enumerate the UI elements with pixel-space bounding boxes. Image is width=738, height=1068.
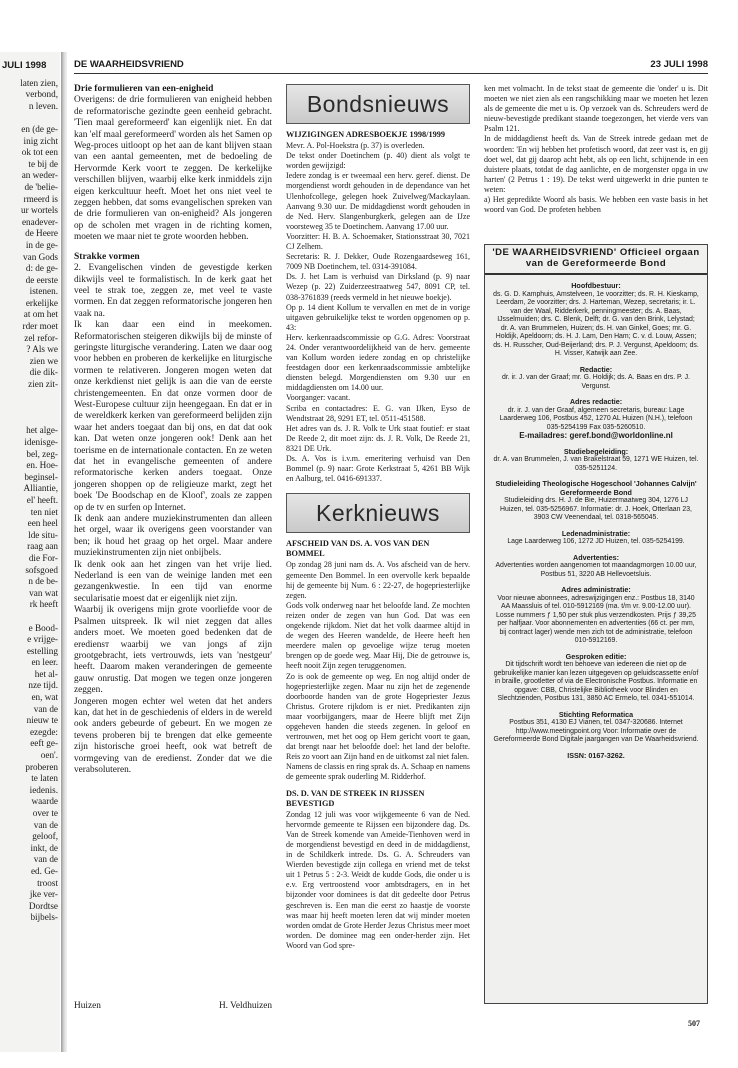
running-head — [74, 59, 708, 74]
colophon-text: Postbus 351, 4130 EJ Vianen, tel. 0347-320686. Internet http://www.meetingpoint.org Voor: Informatie over de Gereformeerde Bond Digitale jaargangen van De Waarheidsvriend. — [493, 719, 699, 743]
previous-page-line: nieuw te — [26, 715, 58, 726]
previous-page-line: inig zicht — [23, 135, 58, 146]
colophon-text: dr. ir. J. van der Graaf; mr. G. Holdijk; ds. A. Baas en drs. P. J. Vergunst. — [502, 374, 690, 390]
previous-page-header: JULI 1998 — [2, 60, 47, 71]
previous-page-line: ten niet — [30, 506, 58, 517]
previous-page-line — [0, 391, 60, 403]
section-heading: Strakke vormen — [74, 251, 140, 262]
colophon-text: Lage Laarderweg 106, 1272 JD Huizen, tel. 035-5254199. — [507, 538, 685, 545]
previous-page-line: e Bood- — [28, 622, 58, 633]
previous-page-line: een heel — [27, 518, 58, 529]
colophon-text: dr. A. van Brummelen, J. van Brakelstraat 59, 1271 WE Huizen, tel. 035-5251124. — [493, 456, 699, 472]
previous-page-line: in de ge- — [25, 239, 58, 250]
previous-page-line: de 'belie- — [24, 181, 58, 192]
colophon-heading: Studiebegeleiding: — [563, 446, 629, 456]
signature-author: H. Veldhuizen — [218, 1001, 272, 1011]
previous-page-line: zel refor- — [24, 332, 58, 343]
bondsnieuws-banner: Bondsnieuws — [286, 84, 470, 124]
paragraph: Ds. A. Vos is i.v.m. emeritering verhuisd van Den Bommel (p. 9) naar: Grote Kerkstraat 5, 4261 BB Wijk en Aalburg, tel. 0416-691337. — [286, 454, 470, 484]
previous-page-line: zien we — [29, 355, 58, 366]
previous-page-edge — [0, 52, 60, 1052]
colophon-heading: Adres administratie: — [561, 585, 631, 594]
paragraph: Zo is ook de gemeente op weg. En nog altijd onder de hogepriesterlijke zegen. Maar nu zijn het de zegenende doorboorde handen van de grote Hogepriester Jezus Christus. Grotere rijkdom is er niet. Predikanten zijn maar voorbijgangers, maar de Heere blijft met Zijn opgeheven handen die steeds zegenen. In geloof en vertrouwen, met het oog op Hem gericht voort te gaan, dat brengt naar het beloofde doel: het land der belofte. Reis zo voort aan Zijn hand en de uitkomst zal niet falen. — [286, 671, 470, 762]
issue-date: 23 JULI 1998 — [650, 59, 708, 70]
previous-page-line: estelling — [26, 645, 58, 656]
issn-number: ISSN: 0167-3262. — [567, 750, 625, 760]
paragraph: Het adres van ds. J. R. Volk te Urk staat foutief: er staat De Reede 2, dit moet zijn: ds. J. R. Volk, De Reede 21, 8321 DE Urk. — [286, 423, 470, 453]
previous-page-line: van de — [33, 854, 58, 865]
paragraph: Op p. 14 dient Kollum te vervallen en met de in vorige uitgaven gebruikelijke tekst te worden opgenomen op p. 43: — [286, 302, 470, 332]
paragraph: ken met volmacht. In de tekst staat de gemeente die 'onder' u is. Dit moeten we niet zien als een rangschikking maar we moeten het lezen als de gemeente die met u is. Op verzoek van ds. Schreuders werd de nieuw-bevestigde predikant staande toegezongen, het vierde vers van Psalm 121. — [484, 84, 708, 134]
paragraph: Jongeren mogen echter wel weten dat het anders kan, dat het in de geschiedenis of elders in de wereld ook anders gebeurde of gebeurt. En we mogen ze tevens proberen bij te brengen dat elke gemeente zijn historische groei heeft, ook wat betreft de vormgeving van de eredienst. Zonder dat we die verabsoluteren. — [74, 696, 272, 775]
previous-page-line: enadever- — [21, 216, 58, 227]
previous-page-line: laten zien, — [20, 77, 58, 88]
previous-page-line: de eerste — [25, 274, 58, 285]
previous-page-line: n de be- — [28, 576, 58, 587]
colophon-heading: Advertenties: — [573, 552, 619, 562]
paragraph: Secretaris: R. J. Dekker, Oude Rozengaardseweg 161, 7009 NB Doetinchem, tel. 0314-391084. — [286, 252, 470, 272]
news-column — [286, 84, 470, 951]
paragraph: Voorzitter: H. B. A. Schoemaker, Stationsstraat 30, 7021 CJ Zelhem. — [286, 231, 470, 252]
previous-page-line: en. Hoe- — [26, 460, 58, 471]
colophon-box — [484, 244, 708, 1004]
previous-page-line: geloof, — [32, 831, 58, 842]
previous-page-line: ed. Ge- — [30, 865, 58, 876]
page-number: 507 — [688, 1019, 700, 1028]
previous-page-line: rder moet — [22, 321, 58, 332]
paragraph: Op zondag 28 juni nam ds. A. Vos afscheid van de herv. gemeente Den Bommel. In een overvolle kerk bepaalde hij de gemeente bij Num. 6 : 22-27, de hogepriesterlijke zegen. — [286, 560, 470, 600]
colophon-heading: Ledenadministratie: — [561, 528, 631, 538]
previous-page-line: verbond, — [25, 89, 58, 100]
news-heading: AFSCHEID VAN DS. A. VOS VAN DEN BOMMEL — [286, 539, 430, 559]
previous-page-line: rmeerd is — [23, 193, 58, 204]
previous-page-line: waarde — [31, 796, 58, 807]
paragraph: Waarbij ik overigens mijn grote voorliefde voor de Psalmen uitspreek. Ik wil niet zeggen dat alles anders moet. We moeten goed bedenken dat de erediensт waarbij we van jongs af zijn grootgebracht, iets vertrouwds, iets van 'nestgeur' heeft. Daarom maken veranderingen de gemeente gauw onrustig. Dat mogen we tegen onze jongeren zeggen. — [74, 605, 272, 696]
paragraph: Ik denk aan andere muziekinstrumenten dan alleen het orgel, waar ik overigens geen voorstander van ben; ik houd het graag op het orgel. Maar andere muziekinstrumenten zijn niet onbijbels. — [74, 514, 272, 559]
paragraph: Ik kan daar een eind in meekomen. Reformatorischen steigeren dikwijls bij de minste of geringste liturgische verandering. Laten we daar oog voor hebben en proberen de kerkelijke en liturgische vormen te relativeren. Jongeren mogen weten dat onze kerkdienst niet gelijk is aan die van de eerste christengemeenten. En dat onze vormen door de West-Europese cultuur zijn heengegaan. En dat er in de wereldkerk kerken van gereformeerd belijden zijn waar het anders toegaat dan bij ons, en dat dat ook kan. Dat weten onze jongeren ook! Denk aan het toerisme en de internationale contacten. En ze weten dat het in evangelische gemeenten of andere reformatorische kerken anders toegaat. Onze jongeren shoppen op de religieuze markt, zegt het boek 'De Boodschap en de Kloof', zoals ze zappen op de tv en surfen op Internet. — [74, 320, 272, 513]
paragraph: In de middagdienst heeft ds. Van de Streek intrede gedaan met de woorden: 'En wij hebben het profetisch woord, dat zeer vast is, en gij doet wel, dat gij daarop acht hebt, als op een licht, schijnende in een duistere plaats, totdat de dag aanlichte, en de morgenster opga in uw harten' (2 Petrus 1 : 19). De tekst werd uitgewerkt in drie punten te weten: — [484, 134, 708, 194]
previous-page-line: istenen. — [29, 286, 58, 297]
previous-page-line: en (de ge- — [21, 123, 58, 134]
previous-page-line — [0, 611, 60, 623]
previous-page-line: el' heeft. — [26, 494, 58, 505]
previous-page-line: iedenis. — [29, 784, 58, 795]
previous-page-line: idenisge- — [24, 437, 58, 447]
previous-page-line: ok tot een — [21, 147, 58, 158]
paragraph: Voorganger: vacant. — [286, 393, 351, 403]
publication-name: DE WAARHEIDSVRIEND — [74, 59, 184, 70]
previous-page-line: over te — [32, 808, 58, 818]
previous-page-line: jke ver- — [29, 889, 58, 900]
paragraph: Iedere zondag is er tweemaal een herv. geref. dienst. De morgendienst wordt gehouden in de dependance van het Ulenhofcollege, gelegen hoek Zuivelweg/Mackaylaan. Aanvang 9.30 uur. De middagdienst wordt gehouden in de Ned. Herv. Slangenburgkerk, gelegen aan de IJze voorsteweg 35 te Doetinchem. Aanvang 17.00 uur. — [286, 171, 470, 231]
paragraph: Gods volk onderweg naar het beloofde land. Ze mochten reizen onder de zegen van hun God. Dat was een ongekende rijkdom. Niet dat het volk daarmee altijd in de wegen des Heeren wandelde, de Heere heeft hen meerdere malen op gevoelige wijze terug moeten brengen op de goede weg. Maar Hij, Die de getrouwe is, heeft nooit Zijn zegen teruggenomen. — [286, 600, 470, 671]
colophon-heading: Adres redactie: — [569, 397, 623, 406]
previous-page-line: Alliantie, — [23, 483, 58, 494]
previous-page-line: rk heeft — [29, 599, 58, 610]
previous-page-line: en, wat — [31, 692, 58, 703]
colophon-text: Dit tijdschrift wordt ten behoeve van iedereen die niet op de gebruikelijke manier kan lezen uitgegeven op geluidscassette en/of in braille, grootletter of via de Electronische Postbus. Informatie en opgave: CBB, Christelijke Bibliotheek voor Blinden en Slechtzienden, Postbus 131, 3850 AC Ermelo, tel. 0341-551014. — [493, 661, 699, 702]
previous-page-line: bel, zeg- — [26, 448, 58, 459]
colophon-heading: Gesproken editie: — [565, 651, 627, 661]
previous-page-line: Dordtse — [28, 900, 58, 911]
previous-page-line: de Heere — [25, 228, 58, 239]
previous-page-line: d: de ge- — [25, 263, 58, 274]
previous-page-line: ur wortels — [21, 205, 58, 216]
previous-page-line — [0, 414, 60, 426]
previous-page-line: troost — [37, 877, 58, 888]
previous-page-line: oen'. — [40, 750, 58, 761]
previous-page-line: die For- — [28, 552, 58, 563]
paragraph: 2. Evangelischen vinden de gevestigde kerken dikwijls veel te formalistisch. In de kerk gaat het veel te strak toe, zeggen ze, met veel te vaste vormen. En dat zeggen reformatorische jongeren hen vaak na. — [74, 263, 272, 319]
colophon-title: 'DE WAARHEIDSVRIEND' Officieel orgaan van de Gereformeerde Bond — [485, 245, 707, 275]
paragraph: Zondag 12 juli was voor wijkgemeente 6 van de Ned. hervormde gemeente te Rijssen een bijzondere dag. Ds. Van de Streek komende van Ameide-Tienhoven werd in de morgendienst bevestigd en deed in de middagdienst, in de Schildkerk intrede. Ds. G. A. Schreuders van Wierden bevestigde zijn collega en vriend met de tekst uit 1 Petrus 5 : 2-3. Weidt de kudde Gods, die onder u is e.v. Erg vertroostend voor ambtsdragers, en in het bijzonder voor dominees is dat dit gedeelte door Petrus geschreven is. Een man die eerst zo haastje de voorste was maar hij heeft moeten leren dat wij minder moeten worden omdat de Grote Herder Jezus Christus meer moet worden. De dominee mag een onder-herder zijn. Het Woord van God spre- — [286, 809, 470, 950]
paragraph: Mevr. A. Pol-Hoekstra (p. 37) is overleden. — [286, 141, 425, 151]
previous-page-line: zien zit- — [28, 379, 58, 390]
previous-page-line: lde situ- — [28, 529, 58, 540]
previous-page-line: bijbels- — [30, 912, 58, 923]
previous-page-line: van Gods — [23, 251, 58, 262]
previous-page-line: die dik- — [29, 367, 58, 378]
news-heading: DS. D. VAN DE STREEK IN RIJSSEN BEVESTIGD — [286, 788, 425, 808]
previous-page-line: te bij de — [28, 158, 58, 169]
colophon-heading: Stichting Reformatica — [558, 709, 634, 719]
previous-page-line: proberen — [25, 761, 58, 772]
previous-page-line: raag aan — [27, 541, 58, 552]
paragraph: Ds. J. het Lam is verhuisd van Dirksland (p. 9) naar Wezep (p. 22) Zuiderzeestraatweg 547, 8091 CP, tel. 038-3761839 (reeds vermeld in het nieuwe boekje). — [286, 272, 470, 302]
paragraph: Overigens: de drie formulieren van enigheid hebben de reformatorische gezindte geen eenheid gebracht. 'Tien maal gereformeerd' kan eigenlijk niet. En dat kan 'elf maal gereformeerd' worden als het Samen op Weg-proces uitloopt op het aan de kant blijven staan van een aantal gemeenten, met de bedoeling de Hervormde Kerk voort te zeggen. De kerkelijke verschillen blijven, waarbij elke kerk inmiddels zijn eigen kerkcultuur heeft. Moet het ons niet veel te zeggen hebben, dat soms evangelischen spreken van de drie formulieren van on-enigheid? Als jongeren op de scholen met vragen in de richting komen, moeten we maar niet te grote woorden hebben. — [74, 95, 272, 243]
previous-page-line: erkelijke — [25, 297, 58, 308]
continued-column — [484, 84, 708, 215]
previous-page-line: nze tijd. — [28, 680, 58, 691]
signature-place: Huizen — [74, 1001, 101, 1011]
section-heading: Drie formulieren van een-enigheid — [74, 84, 214, 94]
previous-page-line: van de — [33, 703, 58, 714]
previous-page-line: an weder- — [21, 170, 58, 181]
previous-page-line: van de — [33, 819, 58, 830]
colophon-text: Advertenties worden aangenomen tot maandagmorgen 10.00 uur, Postbus 51, 3220 AB Hellevoetsluis. — [495, 562, 697, 578]
previous-page-line: het alge- — [26, 425, 58, 436]
paragraph: Ik denk ook aan het zingen van het vrije lied. Nederland is een van de weinige landen met een gezangenkwestie. In een tijd van enorme secularisatie moest dat er eigenlijk niet zijn. — [74, 559, 272, 604]
previous-page-line: te laten — [31, 773, 58, 784]
kerknieuws-banner: Kerknieuws — [286, 493, 470, 533]
colophon-text: dr. ir. J. van der Graaf, algemeen secretaris, bureau: Lage Laarderweg 106, Postbus 452, 1270 AL Huizen (N.H.), telefoon 035-5254199 Fax 035-5260510. — [499, 406, 693, 431]
paragraph: a) Het gepredikte Woord als basis. We hebben een vaste basis in het woord van God. De profeten hebben — [484, 195, 708, 215]
news-heading: WIJZIGINGEN ADRESBOEKJE 1998/1999 — [286, 130, 446, 139]
colophon-heading: Studieleiding Theologische Hogeschool 'Johannes Calvijn' Gereformeerde Bond — [495, 479, 697, 497]
article-column — [74, 84, 272, 776]
colophon-heading: Redactie: — [579, 364, 613, 374]
paragraph: Scriba en contactadres: E. G. van IJken, Eyso de Wendtstraat 28, 9291 ET, tel. 0511-451588. — [286, 403, 470, 423]
previous-page-line: beginsel- — [24, 471, 58, 482]
previous-page-line: ezegde: — [29, 726, 58, 737]
previous-page-line — [0, 402, 60, 414]
previous-page-line: het al- — [34, 668, 58, 679]
paragraph: Namens de classis en ring sprak ds. A. Schaap en namens de gemeente sprak ouderling M. Ridderhof. — [286, 762, 470, 782]
page-gutter — [61, 52, 67, 1052]
colophon-text: Voor nieuwe abonnees, adreswijzigingen enz.: Postbus 18, 3140 AA Maassluis of tel. 010-5912169 (ma. t/m vr. 9.00-12.00 uur). Losse nummers ƒ 1,50 per stuk plus verzendkosten. Prijs ƒ 39,25 per halfjaar. Voor abonnementen en advertenties (66 ct. per mm, bij contract lager) wende men zich tot de administratie, telefoon 010-5912169. — [496, 594, 696, 644]
colophon-text: ds. G. D. Kamphuis, Amstelveen, 1e voorzitter; ds. R. H. Kieskamp, Leerdam, 2e voorzitter; drs. J. Harteman, Wezep, secretaris; ir. L. van der Waal, Ridderkerk, penningmeester; ds. A. Baas, IJsselmuiden; drs. C. Blenk, Delft; dr. G. van den Brink, Lelystad; dr. A. van Brummelen, Huizen; ds. H. van Ginkel, Goes; mr. G. Holdijk, Apeldoorn; ds. H. J. Lam, Den Ham; C. v. d. Louw, Assen; ds. H. Russcher, Oud-Beijerland; drs. P. J. Vergunst, Apeldoorn; ds. H. Visser, Katwijk aan Zee. — [493, 290, 699, 357]
previous-page-line — [0, 112, 60, 124]
paragraph: De tekst onder Doetinchem (p. 40) dient als volgt te worden gewijzigd: — [286, 151, 470, 171]
paragraph: Herv. kerkenraadscommissie op G.G. Adres: Voorstraat 24. Onder verantwoordelijkheid van de herv. gemeente van Kollum worden iedere zondag en op christelijke feestdagen door een kerkenraadscommissie ambtelijke diensten belegd. Morgendiensten om 9.30 uur en middagdiensten om 14.00 uur. — [286, 332, 470, 393]
previous-page-line: en leer. — [31, 657, 58, 668]
signature — [74, 1001, 272, 1011]
previous-page-line: inkt, de — [30, 842, 58, 853]
previous-page-line: ? Als we — [26, 344, 58, 355]
previous-page-line: eeft ge- — [30, 738, 58, 749]
previous-page-line: van wat — [29, 587, 58, 598]
previous-page-line: sofsgoed — [25, 564, 58, 575]
previous-page-line: at om het — [23, 309, 58, 320]
colophon-text: Studieleiding drs. H. J. de Bie, Huizermaatweg 304, 1276 LJ Huizen, tel. 035-5256967. Informatie: dr. J. Hoek, Otterlaan 23, 3903 CW Veenendaal, tel. 0318-565045. — [500, 497, 692, 521]
previous-page-line: n leven. — [28, 100, 58, 111]
previous-page-text — [0, 78, 60, 924]
email-address: E-mailadres: geref.bond@worldonline.nl — [519, 431, 673, 440]
previous-page-line: e vrijge- — [27, 634, 58, 645]
colophon-heading: Hoofdbestuur: — [571, 281, 621, 290]
